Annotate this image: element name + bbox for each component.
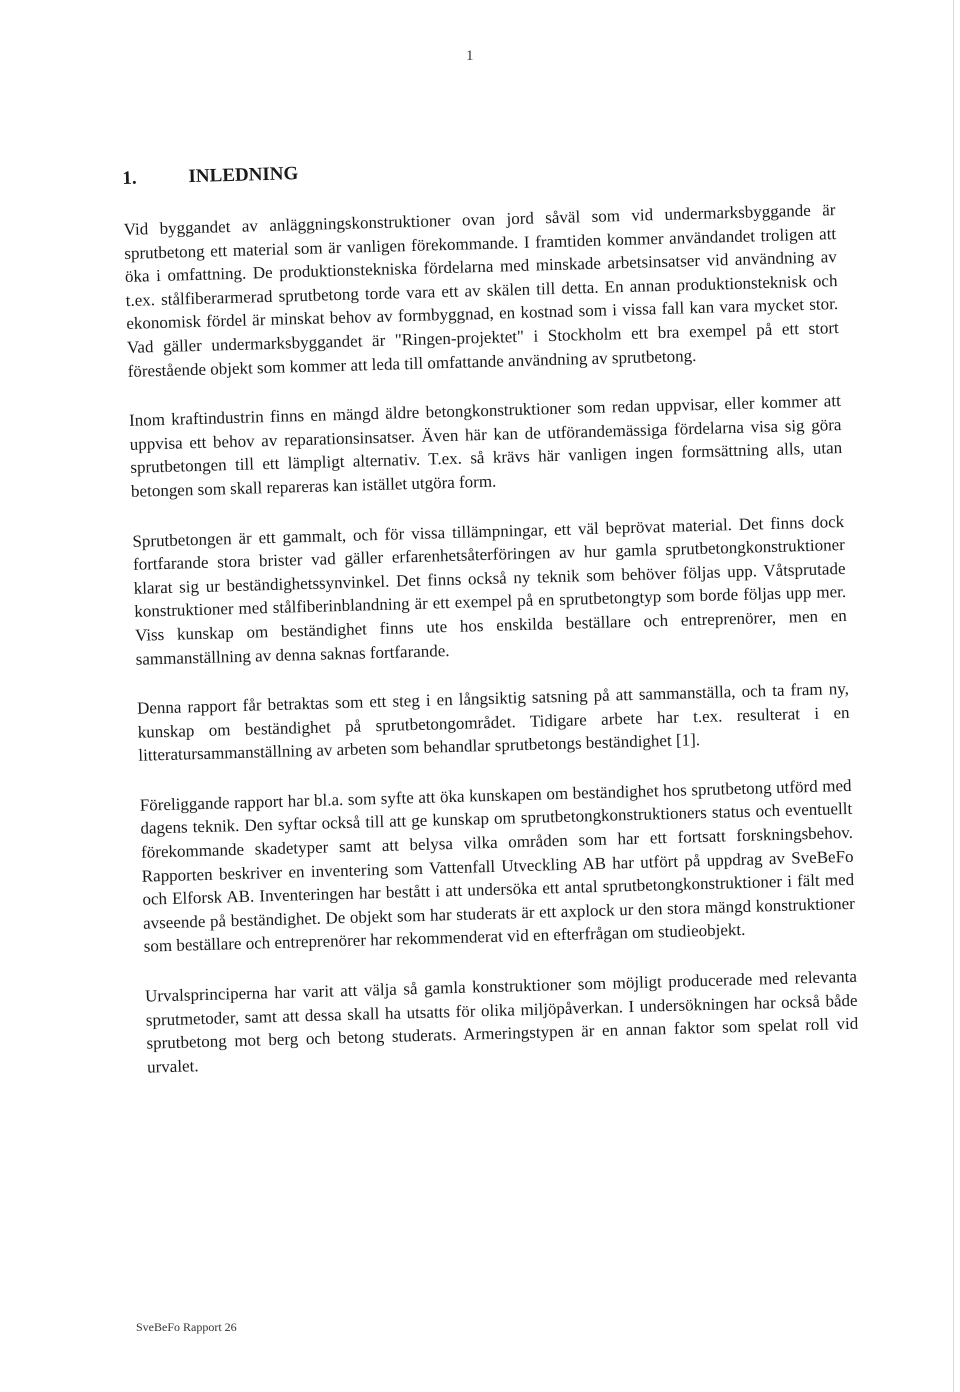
document-body	[122, 148, 860, 1105]
paragraph-4: Denna rapport får betraktas som ett steg i en långsiktig satsning på att sammanställa, och ta fram ny, kunskap om beständighet på sprutbetongområdet. Tidigare arbete har t.ex. resulterat i en litteratursammanställning av arbeten som behandlar sprutbetongs beständighet [1].	[136, 679, 850, 766]
section-heading	[122, 148, 834, 190]
section-number: 1.	[122, 167, 137, 189]
page-number: 1	[466, 48, 474, 64]
scan-edge-line	[953, 0, 954, 1392]
footer-report-label: SveBeFo Rapport 26	[136, 1320, 237, 1334]
paragraph-1: Vid byggandet av anläggningskonstruktioner ovan jord såväl som vid undermarksbyggande är sprutbetong ett material som är vanligen förekommande. I framtiden kommer användandet troligen att öka i omfattning. De produktionstekniska fördelarna med minskade arbetsinsatser vid användning av t.ex. stålfiberarmerad sprutbetong torde vara ett av skälen till detta. En annan produktionsteknisk och ekonomisk fördel är minskat behov av formbyggnad, en kostnad som i vissa fall kan vara mycket stor. Vad gäller undermarksbyggandet är "Ringen-projektet" i Stockholm ett bra exempel på ett stort förestående objekt som kommer att leda till omfattande användning av sprutbetong.	[123, 200, 839, 381]
paragraph-2: Inom kraftindustrin finns en mängd äldre betongkonstruktioner som redan uppvisar, eller kommer att uppvisa ett behov av reparationsinsatser. Även här kan de utförandemässiga fördelarna visa sig göra sprutbetongen till ett lämpligt alternativ. T.ex. så krävs här vanligen ingen formsättning alls, utan betongen som skall repareras kan istället utgöra form.	[128, 391, 843, 501]
paragraph-6: Urvalsprinciperna har varit att välja så gamla konstruktioner som möjligt producerade med relevanta sprutmetoder, samt att dessa skall ha utsatts för olika miljöpåverkan. I undersökningen har också både sprutbetong mot berg och betong studerats. Armeringstypen är en annan faktor som spelat roll vid urvalet.	[144, 966, 859, 1077]
paragraph-5: Föreliggande rapport har bl.a. som syfte att öka kunskapen om beständighet hos sprutbetong utförd med dagens teknik. Den syftar också till att ge kunskap om sprutbetongkonstruktioners status och eventuellt förekommande skadetyper samt att belysa vilka områden som har ett fortsatt forskningsbehov. Rapporten beskriver en inventering som Vattenfall Utveckling AB har utfört på uppdrag av SveBeFo och Elforsk AB. Inventeringen har bestått i att undersöka ett antal sprutbetongkonstruktioner i fält med avseende på beständighet. De objekt som har studerats är ett axplock ur den stora mängd konstruktioner som beställare och entreprenörer har rekommenderat vid en efterfrågan om studieobjekt.	[139, 775, 856, 957]
section-title: INLEDNING	[188, 163, 299, 188]
paragraph-3: Sprutbetongen är ett gammalt, och för vissa tillämpningar, ett väl beprövat material. Det finns dock fortfarande stora brister vad gäller erfarenhetsåterföringen av hur gamla sprutbetongkonstruktioner klarat sig ur beständighetssynvinkel. Det finns också ny teknik som behöver följas upp. Våtsprutade konstruktioner med stålfiberinblandning är ett exempel på en sprutbetongtyp som borde följas upp mer. Viss kunskap om beständighet finns ute hos enskilda beställare och entreprenörer, men en sammanställning av denna saknas fortfarande.	[132, 511, 848, 669]
